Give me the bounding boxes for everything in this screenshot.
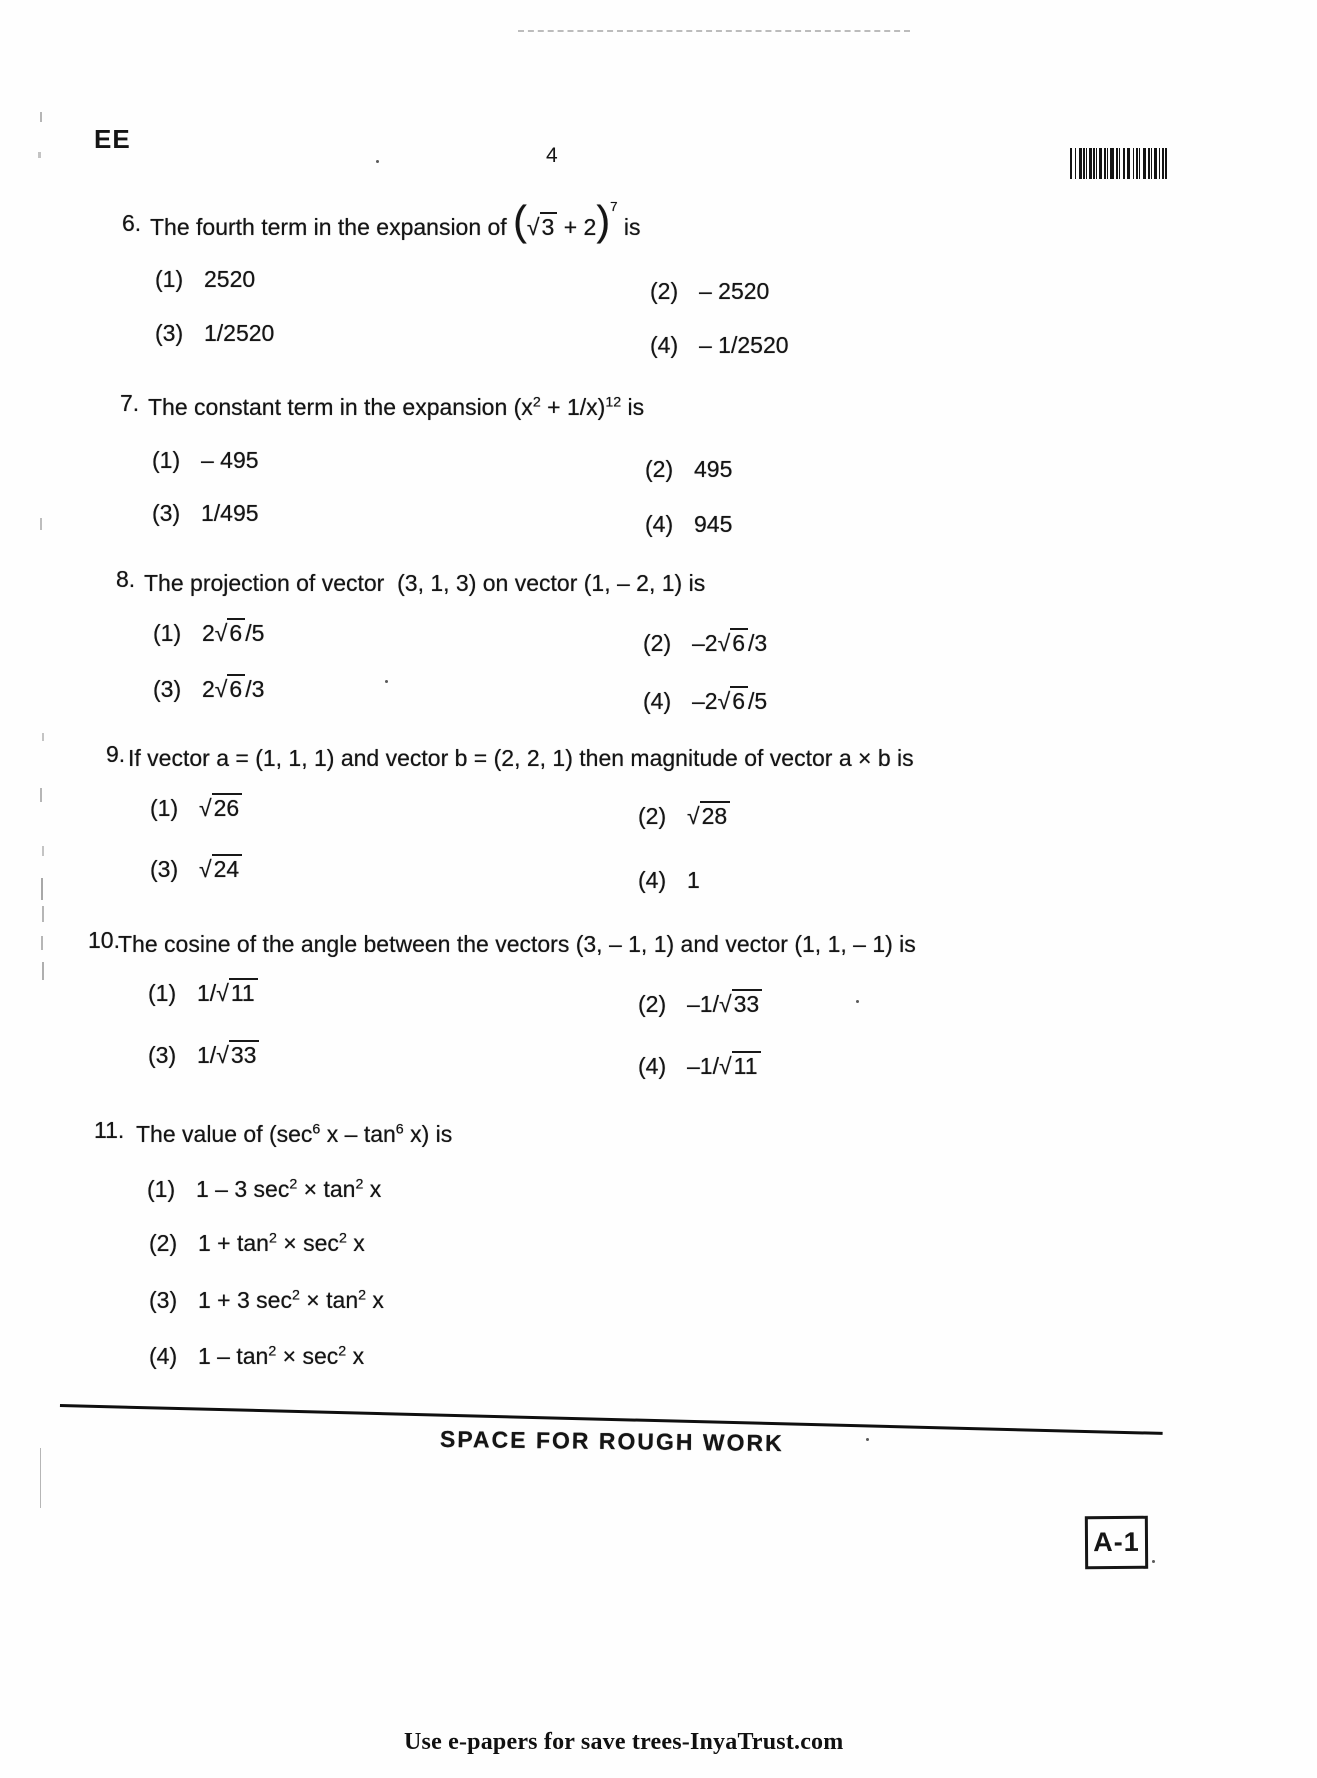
option (148, 980, 258, 1007)
option (650, 278, 769, 305)
option-label: (1) (153, 620, 182, 646)
option-value: –2√6 /5 (692, 688, 768, 714)
question-text: The fourth term in the expansion of $(√3 + 2)^7$ is (150, 198, 641, 244)
option-value: 2√6 /3 (202, 676, 265, 702)
option-value: 1 (687, 867, 700, 893)
option (150, 856, 242, 883)
version-code-box (1085, 1516, 1148, 1569)
option (147, 1176, 381, 1203)
option-label: (2) (645, 456, 674, 482)
question-text: The value of ($\sec^6$ x – $\tan^6 x$) is (136, 1121, 453, 1147)
scan-artifact (376, 160, 379, 163)
option (643, 688, 767, 715)
option-label: (4) (638, 1053, 667, 1079)
option-label: (4) (650, 332, 679, 358)
option-label: (2) (638, 991, 667, 1017)
option-value: –1/√11 (687, 1053, 761, 1080)
option (148, 1042, 259, 1069)
option-label: (2) (638, 803, 667, 829)
option-label: (1) (150, 795, 179, 821)
option (149, 1343, 364, 1370)
scan-artifact (40, 518, 42, 530)
option-value: 1 – 3 $\sec^2 \times \tan^2 x$ (196, 1176, 382, 1202)
option-value: $1 - \tan^2 \times \sec^2 x$ (198, 1343, 365, 1369)
question-text: If vector a = (1, 1, 1) and vector b = (2, 2, 1) then magnitude of vector a × b is (128, 745, 914, 771)
option-value: – 1/2520 (699, 332, 789, 358)
option-value: √26 (199, 795, 242, 822)
rough-work-heading: SPACE FOR ROUGH WORK (439, 1425, 784, 1457)
option-value: –2√6 /3 (692, 630, 768, 656)
footer-credit: Use e-papers for save trees-InyaTrust.com (404, 1729, 844, 1755)
option-value: √28 (687, 803, 730, 830)
scan-artifact (42, 906, 44, 922)
scan-artifact (38, 152, 41, 158)
barcode-icon (1070, 148, 1168, 184)
option-value: $1 + \tan^2 \times \sec^2 x$ (198, 1230, 365, 1256)
option (650, 332, 789, 359)
question-number: 6. (122, 210, 142, 236)
option-label: (2) (650, 278, 679, 304)
option (638, 803, 730, 830)
option-value: 1/495 (201, 500, 259, 526)
option (638, 1053, 761, 1080)
option (638, 991, 762, 1018)
course-code: EE (94, 124, 131, 154)
scan-artifact (42, 846, 44, 856)
option-value: 945 (694, 511, 733, 537)
option-label: (1) (152, 447, 181, 473)
option (638, 867, 700, 894)
option (150, 795, 242, 822)
option (153, 620, 264, 647)
scan-artifact (856, 1000, 859, 1003)
option (645, 456, 732, 483)
option (149, 1287, 384, 1314)
option (645, 511, 732, 538)
option-label: (1) (147, 1176, 176, 1202)
question-number: 8. (116, 566, 136, 592)
option (643, 630, 767, 657)
option (152, 447, 259, 474)
option-label: (3) (150, 856, 179, 882)
scan-artifact (41, 936, 43, 950)
option-value: 2520 (204, 266, 256, 292)
option-value: – 495 (201, 447, 259, 473)
scan-artifact (40, 788, 42, 802)
version-code-label: A-1 (1093, 1526, 1140, 1558)
question-number: 10. (88, 927, 120, 953)
question-text: The projection of vector (3, 1, 3) on vector (1, – 2, 1) is (144, 570, 706, 596)
option-label: (4) (638, 867, 667, 893)
option-label: (1) (155, 266, 184, 292)
option-value: – 2520 (699, 278, 770, 304)
question-text: The constant term in the expansion $(x^2 + 1/x)^{12}$ is (148, 394, 645, 420)
scan-artifact (41, 878, 43, 900)
option (153, 676, 264, 703)
option (149, 1230, 365, 1257)
question-number: 7. (120, 390, 140, 416)
scan-artifact-dashed-line (518, 30, 910, 32)
option-value: –1/√33 (687, 991, 762, 1018)
page-number: 4 (546, 144, 558, 167)
question-text: The cosine of the angle between the vectors (3, – 1, 1) and vector (1, 1, – 1) is (118, 931, 916, 957)
option-label: (3) (148, 1042, 177, 1068)
option-label: (1) (148, 980, 177, 1006)
option-value: √24 (199, 856, 242, 883)
scan-artifact (40, 112, 42, 122)
option-value: 495 (694, 456, 733, 482)
option-label: (3) (153, 676, 182, 702)
option-label: (3) (149, 1287, 178, 1313)
option-value: 1/√33 (197, 1042, 259, 1069)
question-number: 9. (106, 741, 126, 767)
option-label: (3) (155, 320, 184, 346)
option-value: 1/√11 (197, 980, 258, 1007)
option-value: 1/2520 (204, 320, 275, 346)
option (155, 266, 255, 293)
scan-artifact (40, 1448, 41, 1508)
option-label: (3) (152, 500, 181, 526)
option (155, 320, 274, 347)
scan-artifact (42, 733, 44, 741)
option-value: 2√6 /5 (202, 620, 265, 646)
scan-artifact (42, 962, 44, 980)
option-value: 1 + 3 $\sec^2 \times \tan^2 x$ (198, 1287, 384, 1313)
scan-artifact (866, 1438, 869, 1441)
option-label: (4) (645, 511, 674, 537)
option-label: (4) (149, 1343, 178, 1369)
scan-artifact (1152, 1560, 1155, 1563)
option-label: (4) (643, 688, 672, 714)
option-label: (2) (643, 630, 672, 656)
question-number: 11. (94, 1117, 125, 1143)
scan-artifact (385, 680, 388, 683)
option (152, 500, 259, 527)
option-label: (2) (149, 1230, 178, 1256)
